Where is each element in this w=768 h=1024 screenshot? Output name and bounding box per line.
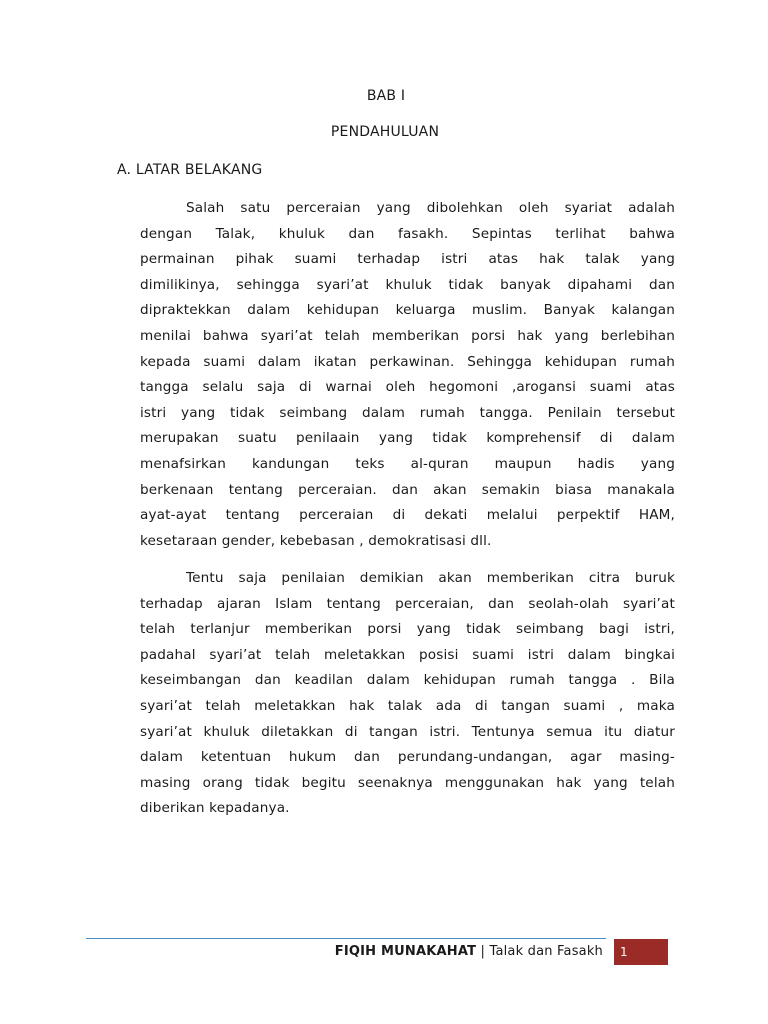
- paragraph-line: dipraktekkan dalam kehidupan keluarga muslim. Banyak kalangan: [140, 302, 675, 319]
- paragraph-line: permainan pihak suami terhadap istri atas hak talak yang: [140, 251, 675, 268]
- paragraph-line: Tentu saja penilaian demikian akan memberikan citra buruk: [186, 570, 675, 586]
- paragraph-line: dengan Talak, khuluk dan fasakh. Sepintas terlihat bahwa: [140, 225, 675, 242]
- section-heading: A. LATAR BELAKANG: [117, 162, 263, 178]
- paragraph-line: kesetaraan gender, kebebasan , demokratisasi dll.: [140, 532, 492, 549]
- chapter-number: BAB I: [366, 88, 406, 104]
- paragraph-line: ayat-ayat tentang perceraian di dekati melalui perpektif HAM,: [140, 507, 675, 524]
- paragraph-line: keseimbangan dan keadilan dalam kehidupan rumah tangga . Bila: [140, 672, 675, 689]
- page-number: 1: [620, 945, 628, 959]
- paragraph-line: diberikan kepadanya.: [140, 800, 290, 817]
- paragraph-2: [140, 566, 675, 822]
- paragraph-line: telah terlanjur memberikan porsi yang tidak seimbang bagi istri,: [140, 621, 675, 638]
- page-number-badge: [614, 939, 668, 965]
- paragraph-line: menafsirkan kandungan teks al-quran maupun hadis yang: [140, 455, 675, 472]
- paragraph-line: syari’at khuluk diletakkan di tangan istri. Tentunya semua itu diatur: [140, 723, 675, 740]
- footer-caption: [335, 944, 603, 959]
- paragraph-line: merupakan suatu penilaain yang tidak komprehensif di dalam: [140, 430, 675, 447]
- paragraph-line: tangga selalu saja di warnai oleh hegomoni ,arogansi suami atas: [140, 379, 675, 396]
- paragraph-line: istri yang tidak seimbang dalam rumah tangga. Penilain tersebut: [140, 404, 675, 421]
- paragraph-line: dimilikinya, sehingga syari’at khuluk tidak banyak dipahami dan: [140, 276, 675, 293]
- footer-divider: [86, 938, 606, 939]
- paragraph-line: berkenaan tentang perceraian. dan akan semakin biasa manakala: [140, 481, 675, 498]
- paragraph-line: terhadap ajaran Islam tentang perceraian, dan seolah-olah syari’at: [140, 595, 675, 612]
- paragraph-line: syari’at telah meletakkan hak talak ada di tangan suami , maka: [140, 697, 675, 714]
- paragraph-line: masing orang tidak begitu seenaknya menggunakan hak yang telah: [140, 774, 675, 791]
- paragraph-line: dalam ketentuan hukum dan perundang-undangan, agar masing-: [140, 749, 675, 766]
- paragraph-1: [140, 196, 675, 554]
- footer-topic: Talak dan Fasakh: [489, 944, 603, 959]
- chapter-title: PENDAHULUAN: [330, 124, 440, 140]
- footer-separator: |: [480, 944, 486, 959]
- paragraph-line: padahal syari’at telah meletakkan posisi suami istri dalam bingkai: [140, 646, 675, 663]
- footer-course-title: FIQIH MUNAKAHAT: [334, 944, 477, 959]
- paragraph-line: Salah satu perceraian yang dibolehkan oleh syariat adalah: [186, 200, 675, 216]
- paragraph-line: menilai bahwa syari’at telah memberikan porsi hak yang berlebihan: [140, 327, 675, 344]
- paragraph-line: kepada suami dalam ikatan perkawinan. Sehingga kehidupan rumah: [140, 353, 675, 370]
